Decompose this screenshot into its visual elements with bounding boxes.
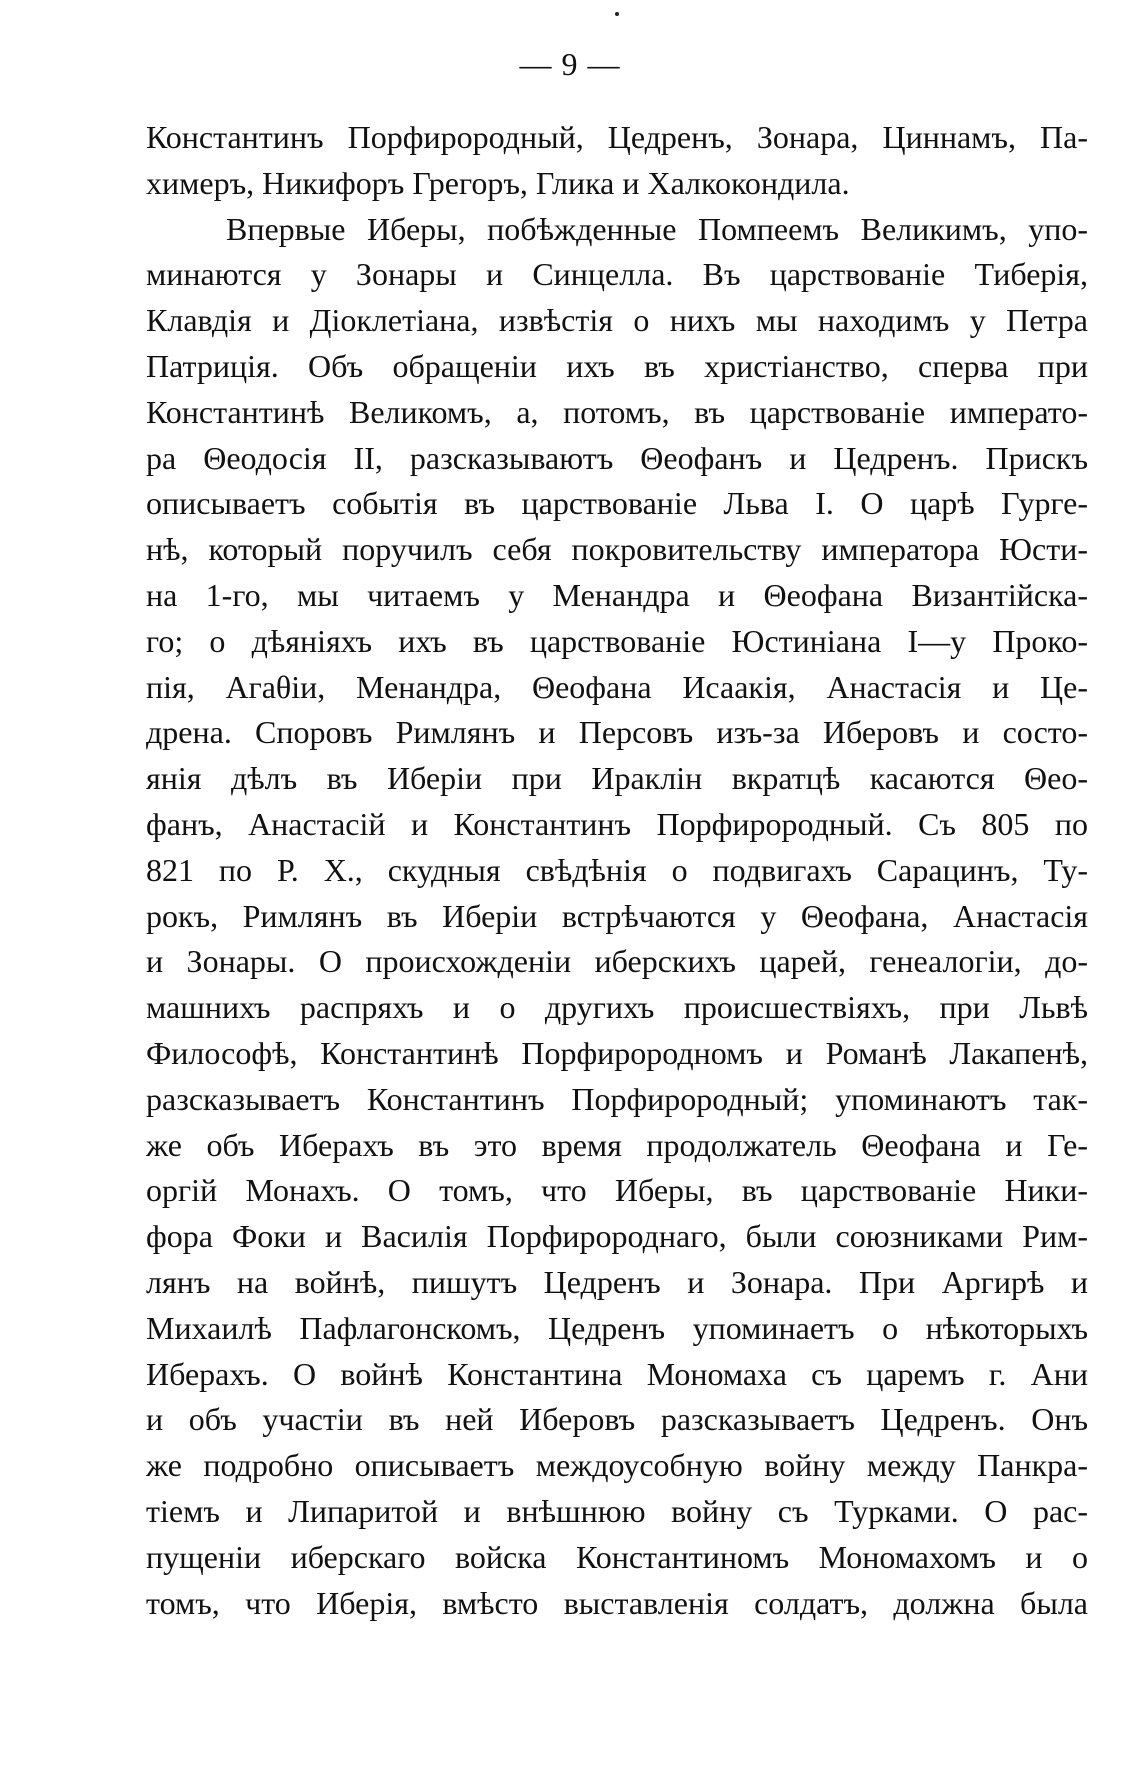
text-line: янія дѣлъ въ Иберіи при Ираклін вкратцѣ касаются Θео- — [146, 760, 1088, 797]
text-line: пущеніи иберскаго войска Константиномъ Мономахомъ и о — [146, 1538, 1088, 1575]
text-line: Константинъ Порфирородный, Цедренъ, Зонара, Циннамъ, Па- — [146, 119, 1088, 155]
text-line: 821 по Р. Х., скудныя свѣдѣнія о подвигахъ Сарацинъ, Ту- — [146, 851, 1088, 888]
text-line: машнихъ распряхъ и о другихъ происшествіяхъ, при Львѣ — [146, 989, 1088, 1026]
body-text — [146, 115, 1088, 1626]
text-line: химеръ, Никифоръ Грегоръ, Глика и Халкокондила. — [146, 164, 850, 201]
text-line: же объ Иберахъ въ это время продолжатель Θеофана и Ге- — [146, 1126, 1088, 1163]
print-speck — [615, 12, 619, 16]
text-line: лянъ на войнѣ, пишутъ Цедренъ и Зонара. При Аргирѣ и — [146, 1263, 1088, 1300]
text-line: нѣ, который поручилъ себя покровительству императора Юсти- — [146, 531, 1088, 568]
text-line: ра Θеодосія II, разсказываютъ Θеофанъ и Цедренъ. Прискъ — [146, 439, 1088, 476]
text-line: томъ, что Иберія, вмѣсто выставленія солдатъ, должна была — [146, 1584, 1088, 1621]
text-line: го; о дѣяніяхъ ихъ въ царствованіе Юстиніана I—у Проко- — [146, 622, 1088, 659]
text-line: Философѣ, Константинѣ Порфирородномъ и Романѣ Лакапенѣ, — [146, 1034, 1088, 1071]
text-line: Клавдія и Діоклетіана, извѣстія о нихъ мы находимъ у Петра — [146, 302, 1088, 339]
text-line: описываетъ событія въ царствованіе Льва I. О царѣ Гурге- — [146, 485, 1088, 522]
text-line: разсказываетъ Константинъ Порфирородный; упоминаютъ так- — [146, 1080, 1088, 1117]
text-line: Патриція. Объ обращеніи ихъ въ христіанство, сперва при — [146, 347, 1088, 384]
text-line: оргій Монахъ. О томъ, что Иберы, въ царствованіе Ники- — [146, 1172, 1088, 1209]
text-line: Впервые Иберы, побѣжденные Помпеемъ Великимъ, упо- — [226, 210, 1088, 247]
text-line: фанъ, Анастасій и Константинъ Порфирородный. Съ 805 по — [146, 805, 1088, 842]
text-line: пія, Агаθіи, Менандра, Θеофана Исаакія, Анастасія и Це- — [146, 668, 1088, 705]
text-line: Иберахъ. О войнѣ Константина Мономаха съ царемъ г. Ани — [146, 1355, 1088, 1392]
text-line: на 1-го, мы читаемъ у Менандра и Θеофана Византійска- — [146, 576, 1088, 613]
text-line: дрена. Споровъ Римлянъ и Персовъ изъ-за Иберовъ и состо- — [146, 714, 1088, 751]
text-line: Константинѣ Великомъ, а, потомъ, въ царствованіе императо- — [146, 393, 1088, 430]
text-line: и Зонары. О происхожденіи иберскихъ царей, генеалогіи, до- — [146, 943, 1088, 980]
text-line: минаются у Зонары и Синцелла. Въ царствованіе Тиберія, — [146, 256, 1088, 293]
text-line: рокъ, Римлянъ въ Иберіи встрѣчаются у Θеофана, Анастасія — [146, 897, 1088, 934]
page-number: — 9 — — [519, 46, 621, 82]
text-line: Михаилѣ Пафлагонскомъ, Цедренъ упоминаетъ о нѣкоторыхъ — [146, 1309, 1088, 1346]
text-line: же подробно описываетъ междоусобную войну между Панкра- — [146, 1447, 1088, 1484]
text-line: тіемъ и Липаритой и внѣшнюю войну съ Турками. О рас- — [146, 1492, 1088, 1529]
text-line: фора Фоки и Василія Порфиророднаго, были союзниками Рим- — [146, 1218, 1088, 1255]
text-line: и объ участіи въ ней Иберовъ разсказываетъ Цедренъ. Онъ — [146, 1401, 1088, 1438]
